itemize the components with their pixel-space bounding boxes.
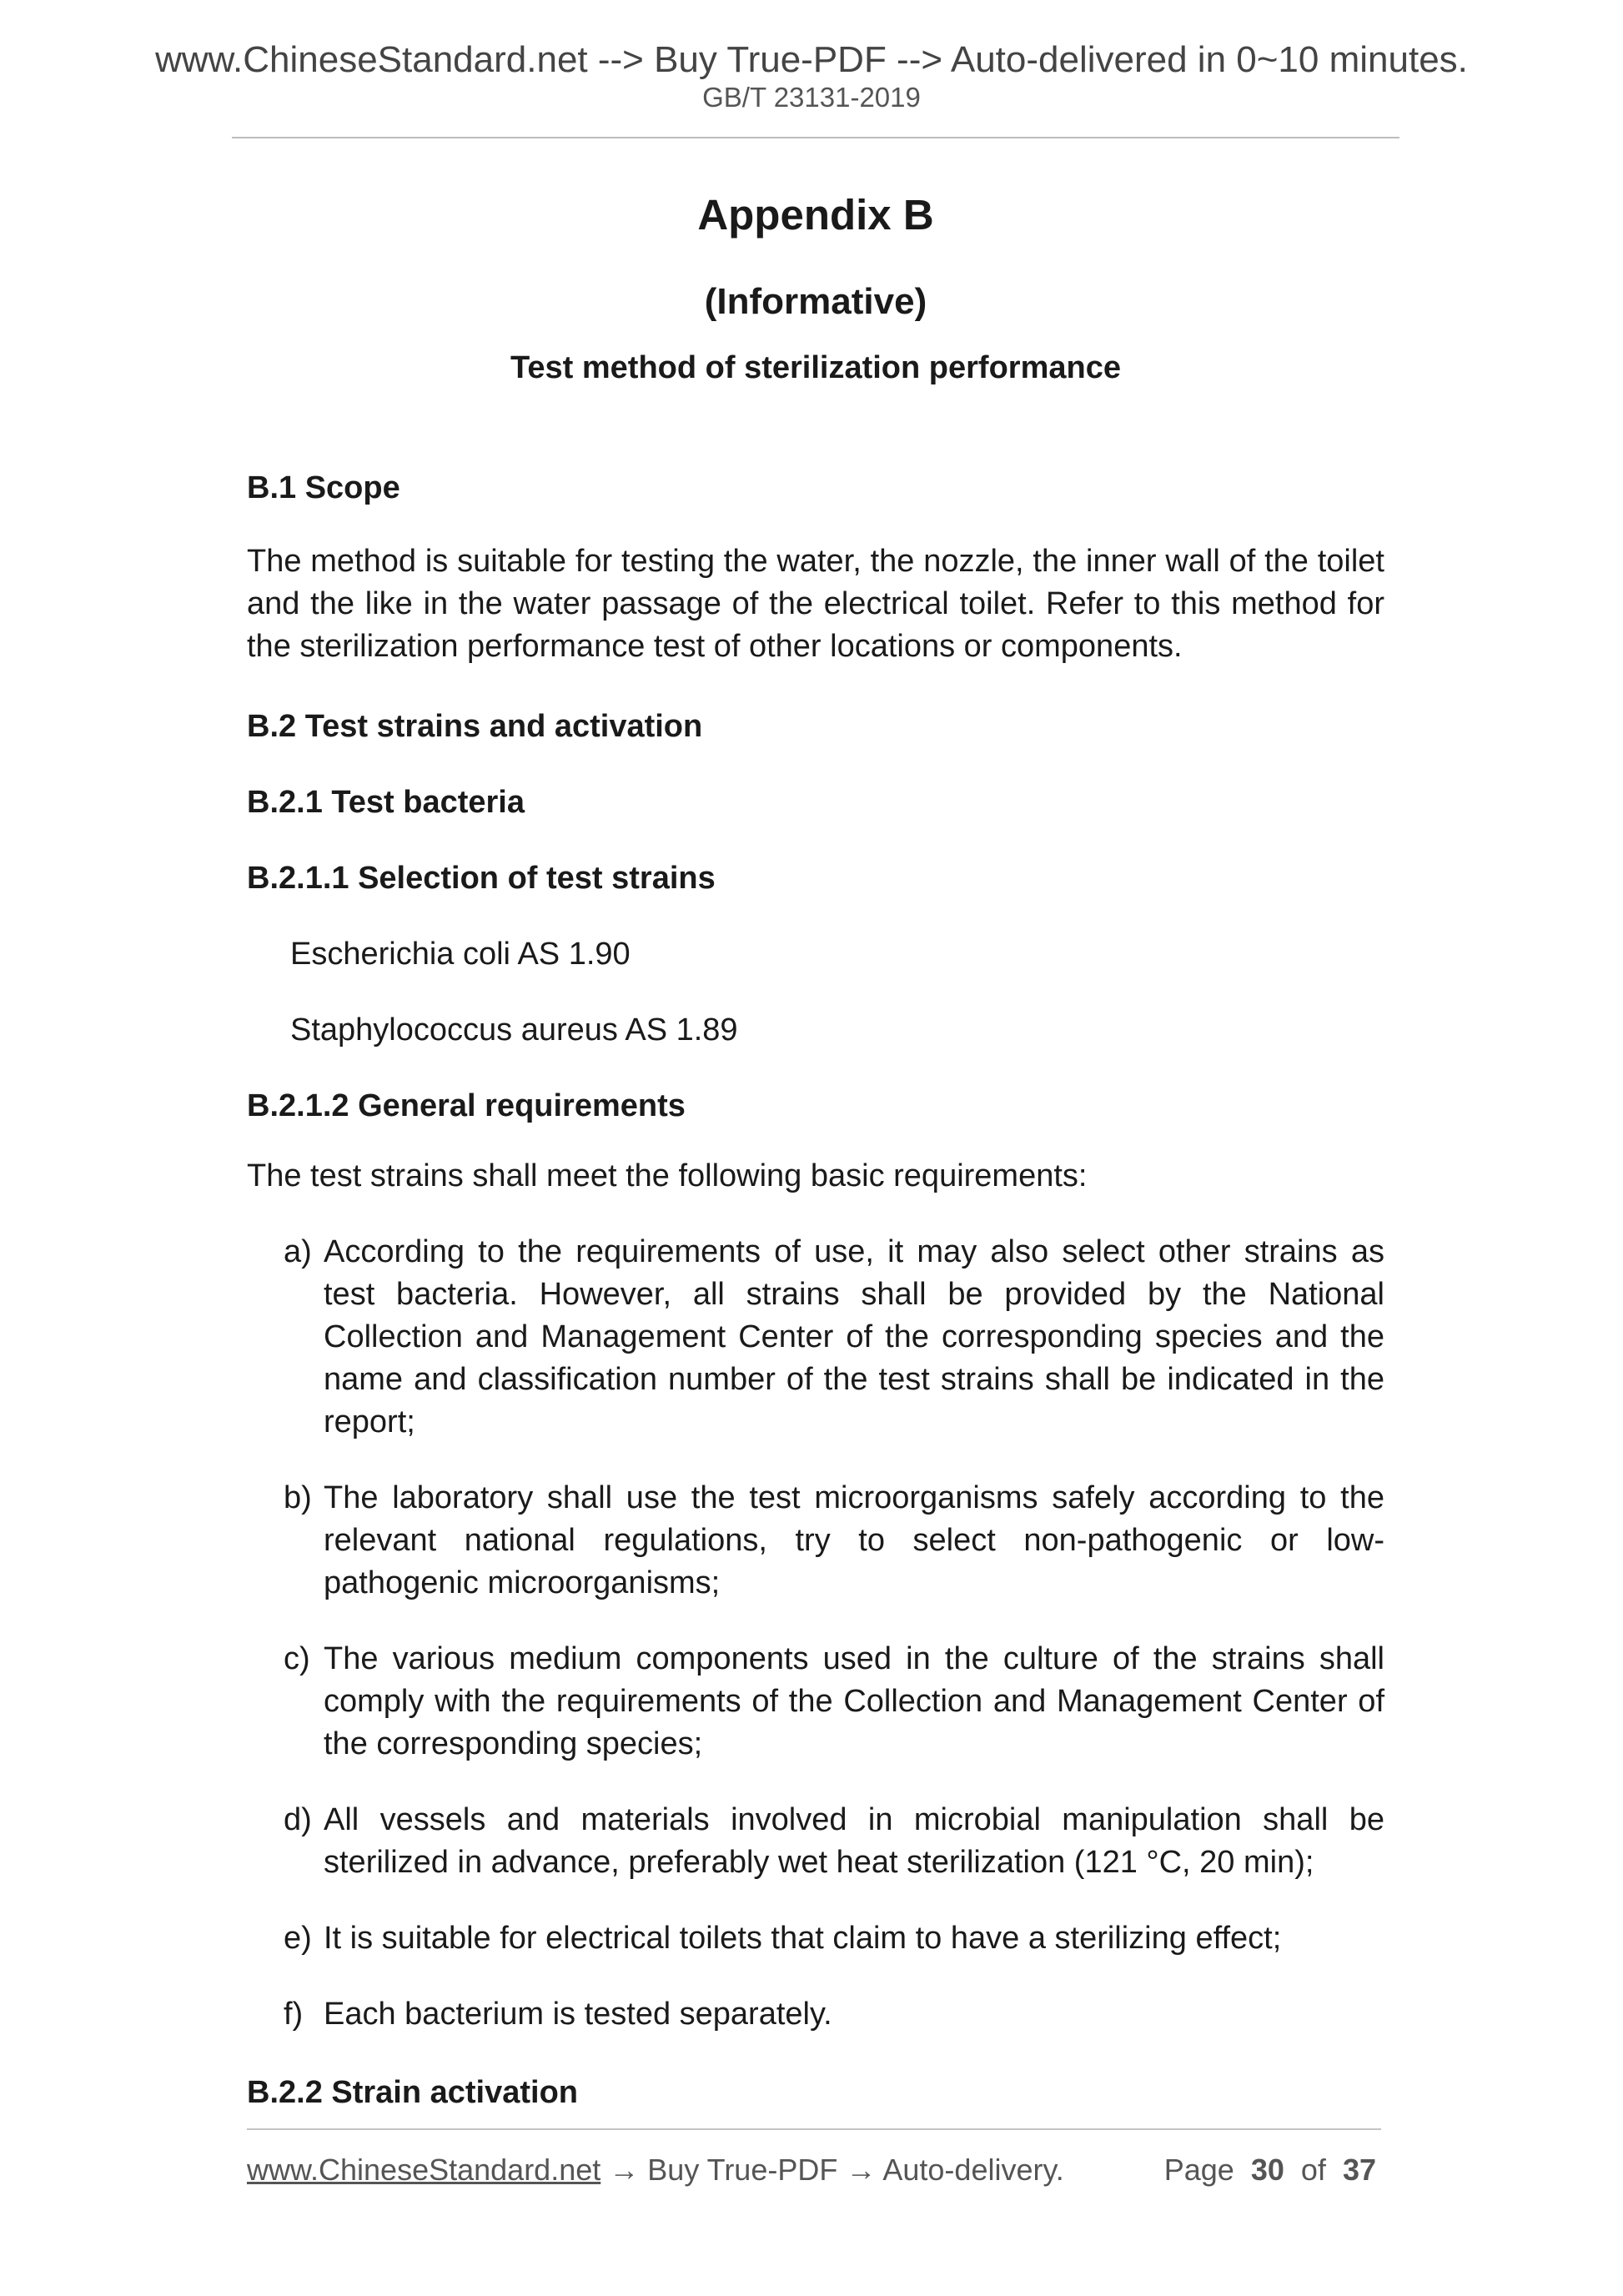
heading-b211: B.2.1.1 Selection of test strains (247, 861, 716, 896)
list-marker: e) (284, 1921, 312, 1956)
requirement-item-c (284, 1638, 1384, 1766)
heading-b2: B.2 Test strains and activation (247, 709, 703, 744)
list-text: The various medium components used in the culture of the strains shall comply with the requirements of the Collection and Management Center of the corresponding species; (324, 1641, 1384, 1761)
footer-promo (247, 2155, 1064, 2185)
page-number: 30 (1250, 2153, 1284, 2187)
total-pages: 37 (1342, 2153, 1376, 2187)
requirement-item-d (284, 1799, 1384, 1884)
heading-b21: B.2.1 Test bacteria (247, 785, 525, 820)
requirement-item-e (284, 1917, 1384, 1960)
list-text: All vessels and materials involved in microbial manipulation shall be sterilized in advance, preferably wet heat sterilization (121 °C, 20 min); (324, 1802, 1384, 1880)
list-marker: d) (284, 1802, 312, 1837)
footer-divider (247, 2128, 1381, 2130)
heading-b1-scope: B.1 Scope (247, 470, 400, 505)
arrow-right-icon: → (846, 2153, 877, 2187)
list-marker: c) (284, 1641, 310, 1676)
heading-b22: B.2.2 Strain activation (247, 2075, 579, 2110)
requirement-item-f (284, 1993, 1384, 2036)
list-marker: b) (284, 1480, 312, 1515)
list-marker: a) (284, 1234, 312, 1269)
footer-delivery-text: Auto-delivery. (882, 2153, 1064, 2187)
footer-buy-text: Buy True-PDF (647, 2153, 838, 2187)
standard-code: GB/T 23131-2019 (702, 82, 921, 113)
page-label: Page (1163, 2153, 1234, 2187)
strain-item: Staphylococcus aureus AS 1.89 (290, 1012, 738, 1048)
appendix-type: (Informative) (704, 281, 927, 322)
of-label: of (1300, 2153, 1326, 2187)
appendix-title: Appendix B (697, 191, 934, 239)
requirement-item-a (284, 1231, 1384, 1444)
list-text: It is suitable for electrical toilets that claim to have a sterilizing effect; (324, 1921, 1282, 1956)
top-banner: www.ChineseStandard.net --> Buy True-PDF --> Auto-delivered in 0~10 minutes. (155, 39, 1468, 80)
appendix-doc-title: Test method of sterilization performance (510, 350, 1121, 385)
list-text: Each bacterium is tested separately. (324, 1997, 832, 2032)
page-indicator (1164, 2155, 1376, 2185)
paragraph-b212-intro: The test strains shall meet the following basic requirements: (247, 1158, 1088, 1193)
strain-item: Escherichia coli AS 1.90 (290, 937, 631, 972)
heading-b212: B.2.1.2 General requirements (247, 1088, 686, 1123)
list-text: The laboratory shall use the test microorganisms safely according to the relevant national regulations, try to select non-pathogenic or low-pathogenic microorganisms; (324, 1480, 1384, 1600)
requirement-item-b (284, 1477, 1384, 1605)
list-text: According to the requirements of use, it may also select other strains as test bacteria. However, all strains shall be provided by the National Collection and Management Center of the corresponding species and the name and classification number of the test strains shall be indicated in the report; (324, 1234, 1384, 1439)
list-marker: f) (284, 1997, 304, 2032)
header-divider (232, 137, 1399, 138)
arrow-right-icon: → (609, 2153, 640, 2187)
paragraph-b1-scope: The method is suitable for testing the water, the nozzle, the inner wall of the toilet and the like in the water passage of the electrical toilet. Refer to this method for the sterilization performance test of other locations or components. (247, 544, 1384, 664)
footer-site-link[interactable]: www.ChineseStandard.net (247, 2153, 601, 2187)
